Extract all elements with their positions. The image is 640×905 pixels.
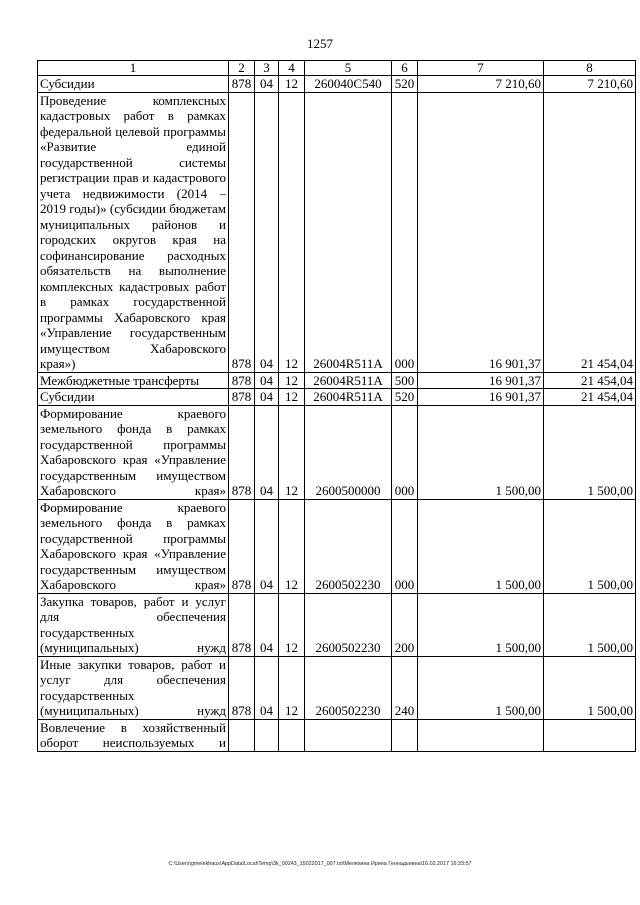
cell-target-article: 2600500000 [305,405,392,499]
cell-ministry: 878 [229,389,255,406]
table-header-row [38,61,636,76]
cell-expense-type: 200 [392,593,418,656]
cell-target-article: 26004R511A [305,92,392,372]
row-name: Субсидии [38,76,229,93]
budget-table [37,60,636,752]
table-row [38,76,636,93]
cell-section: 04 [255,389,279,406]
cell-expense-type: 240 [392,656,418,719]
cell-amount-col7: 1 500,00 [418,656,544,719]
cell-amount-col7: 7 210,60 [418,76,544,93]
cell-amount-col8 [544,719,636,751]
table-row [38,92,636,372]
cell-amount-col8: 21 454,04 [544,92,636,372]
cell-ministry: 878 [229,593,255,656]
row-name: Проведение комплексных кадастровых работ в рамках федеральной целевой программы «Развитие единой государственной системы регистрации прав и кадастрового учета недвижимости (2014 – 2019 годы)» (субсидии бюджетам муниципальных районов и городских округов края на софинансирование расходных обязательств на выполнение комплексных кадастровых работ в рамках государственной программы Хабаровского края «Управление государственным имуществом Хабаровского края») [38,92,229,372]
cell-target-article: 260040C540 [305,76,392,93]
cell-amount-col8: 1 500,00 [544,405,636,499]
table-row [38,656,636,719]
cell-ministry: 878 [229,92,255,372]
cell-amount-col8: 1 500,00 [544,593,636,656]
cell-section: 04 [255,405,279,499]
cell-section: 04 [255,499,279,593]
cell-ministry [229,719,255,751]
cell-section: 04 [255,372,279,389]
column-header: 1 [38,61,229,76]
cell-amount-col7: 1 500,00 [418,499,544,593]
cell-amount-col7: 1 500,00 [418,593,544,656]
row-name: Формирование краевого земельного фонда в рамках государственной программы Хабаровского края «Управление государственным имуществом Хабаровского края» [38,499,229,593]
cell-expense-type: 520 [392,389,418,406]
cell-amount-col8: 21 454,04 [544,389,636,406]
column-header: 2 [229,61,255,76]
cell-amount-col8: 1 500,00 [544,499,636,593]
row-name: Вовлечение в хозяйственный оборот неиспользуемых и [38,719,229,751]
column-header: 7 [418,61,544,76]
file-path-footer: C:\Users\gmelekhaus\AppData\Local\Temp\3k_00243_15022017_007.txt\Мелехина Ирина Геннадьевна\16.02.2017 16:33:57 [168,861,472,867]
cell-expense-type: 500 [392,372,418,389]
cell-amount-col7 [418,719,544,751]
cell-expense-type: 000 [392,92,418,372]
cell-section: 04 [255,656,279,719]
table-row [38,389,636,406]
cell-ministry: 878 [229,499,255,593]
cell-target-article: 2600502230 [305,593,392,656]
cell-amount-col7: 1 500,00 [418,405,544,499]
table-row [38,372,636,389]
cell-target-article [305,719,392,751]
page-number: 1257 [307,36,333,51]
cell-expense-type [392,719,418,751]
row-name: Иные закупки товаров, работ и услуг для обеспечения государственных (муниципальных) нужд [38,656,229,719]
column-header: 4 [279,61,305,76]
cell-subsection [279,719,305,751]
cell-subsection: 12 [279,593,305,656]
cell-amount-col8: 1 500,00 [544,656,636,719]
cell-expense-type: 000 [392,499,418,593]
cell-section: 04 [255,92,279,372]
cell-ministry: 878 [229,405,255,499]
cell-expense-type: 520 [392,76,418,93]
cell-expense-type: 000 [392,405,418,499]
column-header: 5 [305,61,392,76]
cell-amount-col7: 16 901,37 [418,92,544,372]
cell-ministry: 878 [229,656,255,719]
cell-amount-col8: 21 454,04 [544,372,636,389]
row-name: Закупка товаров, работ и услуг для обеспечения государственных (муниципальных) нужд [38,593,229,656]
cell-subsection: 12 [279,76,305,93]
cell-subsection: 12 [279,372,305,389]
row-name: Межбюджетные трансферты [38,372,229,389]
cell-subsection: 12 [279,499,305,593]
cell-subsection: 12 [279,656,305,719]
table-row [38,499,636,593]
row-name: Субсидии [38,389,229,406]
cell-amount-col8: 7 210,60 [544,76,636,93]
cell-amount-col7: 16 901,37 [418,389,544,406]
cell-subsection: 12 [279,405,305,499]
column-header: 8 [544,61,636,76]
cell-subsection: 12 [279,92,305,372]
cell-section [255,719,279,751]
cell-subsection: 12 [279,389,305,406]
cell-ministry: 878 [229,76,255,93]
cell-target-article: 26004R511A [305,389,392,406]
column-header: 6 [392,61,418,76]
column-header: 3 [255,61,279,76]
table-row [38,405,636,499]
cell-target-article: 2600502230 [305,499,392,593]
cell-target-article: 26004R511A [305,372,392,389]
cell-section: 04 [255,593,279,656]
row-name: Формирование краевого земельного фонда в рамках государственной программы Хабаровского края «Управление государственным имуществом Хабаровского края» [38,405,229,499]
cell-section: 04 [255,76,279,93]
table-row [38,593,636,656]
cell-amount-col7: 16 901,37 [418,372,544,389]
table-row [38,719,636,751]
cell-target-article: 2600502230 [305,656,392,719]
cell-ministry: 878 [229,372,255,389]
